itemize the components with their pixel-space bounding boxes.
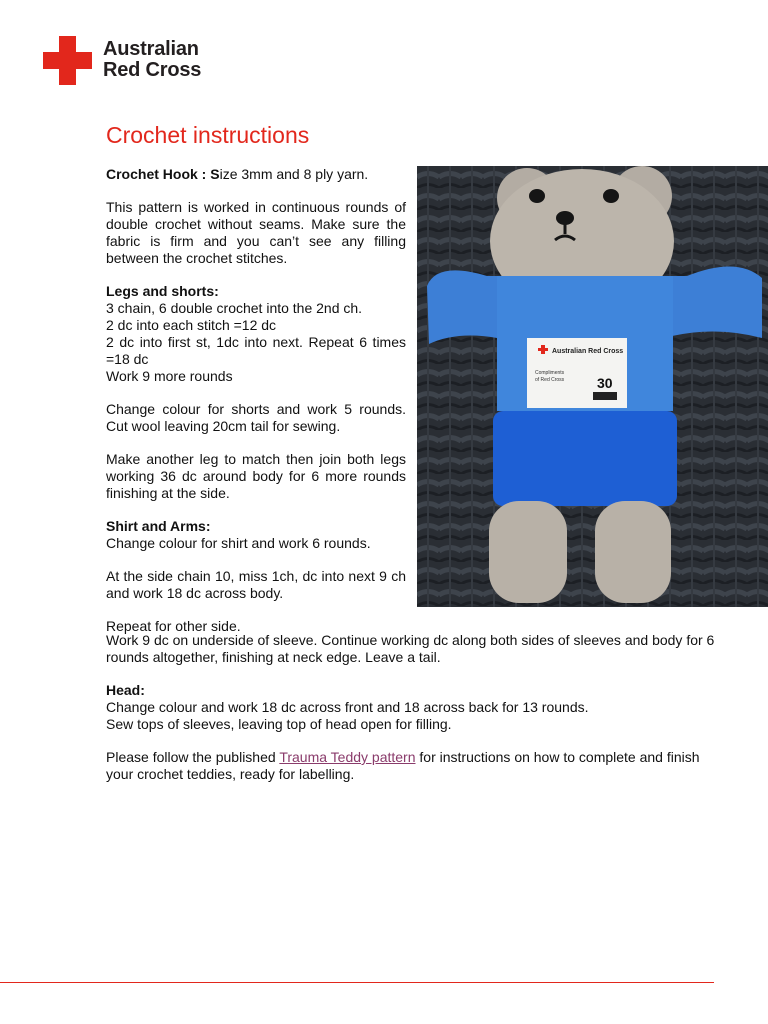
label-brand: Australian Red Cross	[552, 348, 624, 355]
label-line-2: of Red Cross	[535, 377, 565, 383]
head-section	[106, 682, 726, 733]
sleeve-paragraph: Work 9 dc on underside of sleeve. Continue working dc along both sides of sleeves and body for 6 rounds altogether, finishing at neck edge. Leave a tail.	[106, 632, 715, 665]
legs-heading: Legs and shorts:	[106, 283, 219, 299]
hook-paragraph	[106, 166, 406, 183]
closing-after: for instructions on how to complete and finish your crochet teddies, ready for labelling.	[106, 749, 700, 782]
shirt-section	[106, 518, 406, 552]
brand-line-1: Australian	[103, 38, 199, 60]
repeat-paragraph: Repeat for other side.	[106, 618, 241, 634]
brand-wordmark	[103, 39, 201, 81]
join-paragraph: Make another leg to match then join both legs working 36 dc around body for 6 more rounds finishing at the side.	[106, 451, 406, 501]
head-line-2: Sew tops of sleeves, leaving top of head open for filling.	[106, 716, 452, 732]
legs-line-4: Work 9 more rounds	[106, 368, 233, 384]
head-line-1: Change colour and work 18 dc across front and 18 across back for 13 rounds.	[106, 699, 589, 715]
closing-paragraph	[106, 749, 726, 783]
legs-line-1: 3 chain, 6 double crochet into the 2nd ch.	[106, 300, 363, 316]
head-heading: Head:	[106, 682, 145, 698]
shorts-paragraph: Change colour for shorts and work 5 rounds. Cut wool leaving 20cm tail for sewing.	[106, 401, 406, 434]
page-title: Crochet instructions	[106, 122, 310, 148]
legs-line-3: 2 dc into first st, 1dc into next. Repeat 6 times =18 dc	[106, 334, 406, 367]
brand-line-2: Red Cross	[103, 59, 202, 81]
hook-label: Crochet Hook : S	[106, 166, 220, 182]
legs-line-2: 2 dc into each stitch =12 dc	[106, 317, 277, 333]
footer-divider	[0, 982, 714, 983]
shirt-heading: Shirt and Arms:	[106, 518, 211, 534]
label-number: 30	[597, 375, 613, 391]
red-cross-logo-icon	[43, 36, 92, 85]
closing-before: Please follow the published	[106, 749, 280, 765]
legs-section	[106, 283, 406, 385]
pattern-paragraph: This pattern is worked in continuous rounds of double crochet without seams. Make sure the fabric is firm and you can’t see any filling between the crochet stitches.	[106, 199, 406, 266]
instructions-continued	[106, 632, 726, 799]
instructions-column	[106, 166, 406, 651]
label-line-1: Compliments	[535, 370, 565, 376]
hook-text: ize 3mm and 8 ply yarn.	[219, 166, 369, 182]
shirt-line-1: Change colour for shirt and work 6 rounds.	[106, 535, 371, 551]
teddy-photo	[417, 166, 768, 607]
side-paragraph: At the side chain 10, miss 1ch, dc into next 9 ch and work 18 dc across body.	[106, 568, 406, 601]
trauma-teddy-pattern-link[interactable]: Trauma Teddy pattern	[279, 749, 416, 765]
